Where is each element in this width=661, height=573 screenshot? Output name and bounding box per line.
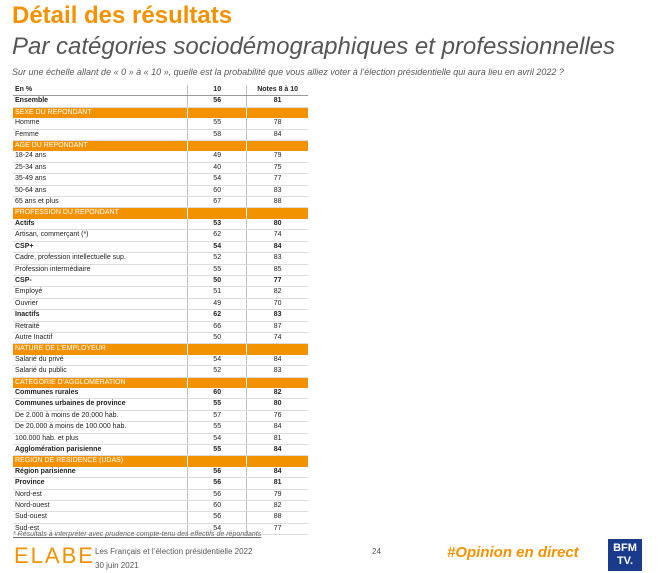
row-label: Communes urbaines de province <box>13 399 188 410</box>
table-row <box>13 298 308 309</box>
row-label: 50-64 ans <box>13 185 188 196</box>
row-label: Communes rurales <box>13 388 188 399</box>
table-body <box>13 96 308 535</box>
value-10: 54 <box>188 523 247 534</box>
section-label: REGION DE RESIDENCE (UDAS) <box>13 456 188 467</box>
value-8-10: 81 <box>247 433 308 444</box>
value-10: 55 <box>188 445 247 456</box>
table-row <box>13 287 308 298</box>
value-10: 66 <box>188 321 247 332</box>
section-label: SEXE DU REPONDANT <box>13 107 188 118</box>
results-table <box>13 85 308 535</box>
value-8-10: 81 <box>247 478 308 489</box>
section-empty-cell <box>188 377 247 388</box>
table-row <box>13 275 308 286</box>
value-8-10: 80 <box>247 399 308 410</box>
row-label: Actifs <box>13 219 188 230</box>
value-8-10: 75 <box>247 162 308 173</box>
row-label: Nord-ouest <box>13 501 188 512</box>
footnote: * Résultats à interpréter avec prudence compte-tenu des effectifs de répondants <box>13 531 262 538</box>
table-row <box>13 230 308 241</box>
table-row <box>13 366 308 377</box>
value-8-10: 84 <box>247 467 308 478</box>
section-header-row <box>13 344 308 355</box>
bfmtv-logo-line1: BFM <box>613 542 637 554</box>
elabe-logo: ELABE <box>14 543 95 568</box>
value-8-10: 77 <box>247 174 308 185</box>
section-empty-cell <box>247 344 308 355</box>
page-subtitle: Par catégories sociodémographiques et professionnelles <box>12 33 616 60</box>
table-row <box>13 399 308 410</box>
table-row <box>13 162 308 173</box>
section-empty-cell <box>247 377 308 388</box>
table-row <box>13 151 308 162</box>
column-header-label: En % <box>13 85 188 96</box>
value-8-10: 84 <box>247 355 308 366</box>
table-row <box>13 264 308 275</box>
value-8-10: 83 <box>247 253 308 264</box>
value-8-10: 87 <box>247 321 308 332</box>
table-row <box>13 253 308 264</box>
section-header-row <box>13 107 308 118</box>
section-empty-cell <box>188 344 247 355</box>
table-row <box>13 512 308 523</box>
bfmtv-logo-line2: TV. <box>616 555 634 567</box>
table-row <box>13 310 308 321</box>
section-empty-cell <box>247 456 308 467</box>
row-label: Retraité <box>13 321 188 332</box>
value-10: 56 <box>188 96 247 107</box>
column-header-8-10: Notes 8 à 10 <box>247 85 308 96</box>
value-8-10: 74 <box>247 230 308 241</box>
value-8-10: 77 <box>247 523 308 534</box>
row-label: 18-24 ans <box>13 151 188 162</box>
value-10: 55 <box>188 118 247 129</box>
row-label: Province <box>13 478 188 489</box>
row-label: Inactifs <box>13 310 188 321</box>
value-8-10: 83 <box>247 310 308 321</box>
value-10: 52 <box>188 253 247 264</box>
row-label: Artisan, commerçant (*) <box>13 230 188 241</box>
table-row <box>13 197 308 208</box>
row-label: 25-34 ans <box>13 162 188 173</box>
value-10: 49 <box>188 298 247 309</box>
value-8-10: 84 <box>247 422 308 433</box>
value-10: 55 <box>188 399 247 410</box>
value-10: 58 <box>188 129 247 140</box>
value-10: 67 <box>188 197 247 208</box>
value-10: 40 <box>188 162 247 173</box>
value-8-10: 70 <box>247 298 308 309</box>
value-10: 51 <box>188 287 247 298</box>
table-row <box>13 445 308 456</box>
value-8-10: 82 <box>247 287 308 298</box>
row-label: Salarié du public <box>13 366 188 377</box>
row-label: Sud-est <box>13 523 188 534</box>
value-8-10: 84 <box>247 241 308 252</box>
value-10: 50 <box>188 332 247 343</box>
value-8-10: 81 <box>247 96 308 107</box>
value-8-10: 79 <box>247 151 308 162</box>
value-10: 54 <box>188 174 247 185</box>
value-10: 60 <box>188 501 247 512</box>
row-label: 35-49 ans <box>13 174 188 185</box>
value-8-10: 83 <box>247 185 308 196</box>
value-8-10: 79 <box>247 489 308 500</box>
section-empty-cell <box>247 107 308 118</box>
report-title: Les Français et l’élection présidentielle 2022 <box>95 547 253 556</box>
section-header-row <box>13 141 308 152</box>
row-label: Région parisienne <box>13 467 188 478</box>
table-row <box>13 410 308 421</box>
row-label: Sud-ouest <box>13 512 188 523</box>
value-10: 55 <box>188 264 247 275</box>
value-10: 60 <box>188 185 247 196</box>
table-row <box>13 219 308 230</box>
section-header-row <box>13 208 308 219</box>
row-label: 65 ans et plus <box>13 197 188 208</box>
value-10: 49 <box>188 151 247 162</box>
value-8-10: 82 <box>247 501 308 512</box>
row-label: CSP- <box>13 275 188 286</box>
row-label: Cadre, profession intellectuelle sup. <box>13 253 188 264</box>
section-empty-cell <box>247 141 308 152</box>
row-label: Agglomération parisienne <box>13 445 188 456</box>
section-empty-cell <box>188 141 247 152</box>
value-10: 56 <box>188 489 247 500</box>
value-10: 56 <box>188 478 247 489</box>
value-8-10: 78 <box>247 118 308 129</box>
table-row <box>13 355 308 366</box>
value-8-10: 76 <box>247 410 308 421</box>
value-10: 62 <box>188 230 247 241</box>
table-row <box>13 185 308 196</box>
value-8-10: 80 <box>247 219 308 230</box>
row-label: Homme <box>13 118 188 129</box>
table-row <box>13 241 308 252</box>
table-row <box>13 96 308 107</box>
row-label: Nord-est <box>13 489 188 500</box>
value-10: 54 <box>188 433 247 444</box>
value-10: 55 <box>188 422 247 433</box>
value-8-10: 88 <box>247 197 308 208</box>
table-row <box>13 489 308 500</box>
table-row <box>13 467 308 478</box>
section-empty-cell <box>188 208 247 219</box>
value-8-10: 88 <box>247 512 308 523</box>
row-label: Profession intermédiaire <box>13 264 188 275</box>
value-10: 53 <box>188 219 247 230</box>
value-10: 52 <box>188 366 247 377</box>
report-date: 30 juin 2021 <box>95 561 139 570</box>
value-10: 56 <box>188 467 247 478</box>
row-label: De 20.000 à moins de 100.000 hab. <box>13 422 188 433</box>
row-label: Employé <box>13 287 188 298</box>
row-label: Salarié du privé <box>13 355 188 366</box>
column-header-10: 10 <box>188 85 247 96</box>
table-row <box>13 129 308 140</box>
row-label: Ensemble <box>13 96 188 107</box>
survey-question: Sur une échelle allant de « 0 » à « 10 », quelle est la probabilité que vous alliez voter à l’élection présidentielle qui aura lieu en avril 2022 ? <box>12 67 564 77</box>
row-label: Ouvrier <box>13 298 188 309</box>
table-row <box>13 388 308 399</box>
value-8-10: 84 <box>247 129 308 140</box>
value-10: 57 <box>188 410 247 421</box>
value-8-10: 85 <box>247 264 308 275</box>
value-10: 54 <box>188 355 247 366</box>
value-8-10: 82 <box>247 388 308 399</box>
table-row <box>13 332 308 343</box>
table-header-row <box>13 85 308 96</box>
hashtag: #Opinion en direct <box>447 544 579 561</box>
row-label: De 2.000 à moins de 20.000 hab. <box>13 410 188 421</box>
value-10: 54 <box>188 241 247 252</box>
table-row <box>13 118 308 129</box>
section-empty-cell <box>188 107 247 118</box>
section-label: AGE DU REPONDANT <box>13 141 188 152</box>
section-label: NATURE DE L’EMPLOYEUR <box>13 344 188 355</box>
section-label: CATEGORIE D’AGGLOMERATION <box>13 377 188 388</box>
page-number: 24 <box>372 547 381 556</box>
value-8-10: 74 <box>247 332 308 343</box>
table-row <box>13 478 308 489</box>
section-label: PROFESSION DU REPONDANT <box>13 208 188 219</box>
table-row <box>13 321 308 332</box>
page-title: Détail des résultats <box>12 2 233 29</box>
section-empty-cell <box>247 208 308 219</box>
section-header-row <box>13 377 308 388</box>
row-label: Femme <box>13 129 188 140</box>
bfmtv-logo <box>608 539 642 571</box>
table-row <box>13 501 308 512</box>
value-10: 50 <box>188 275 247 286</box>
row-label: CSP+ <box>13 241 188 252</box>
table-row <box>13 174 308 185</box>
value-10: 56 <box>188 512 247 523</box>
value-10: 62 <box>188 310 247 321</box>
value-8-10: 77 <box>247 275 308 286</box>
value-8-10: 84 <box>247 445 308 456</box>
value-8-10: 83 <box>247 366 308 377</box>
section-empty-cell <box>188 456 247 467</box>
section-header-row <box>13 456 308 467</box>
row-label: Autre Inactif <box>13 332 188 343</box>
table-row <box>13 433 308 444</box>
row-label: 100.000 hab. et plus <box>13 433 188 444</box>
value-10: 60 <box>188 388 247 399</box>
table-row <box>13 422 308 433</box>
